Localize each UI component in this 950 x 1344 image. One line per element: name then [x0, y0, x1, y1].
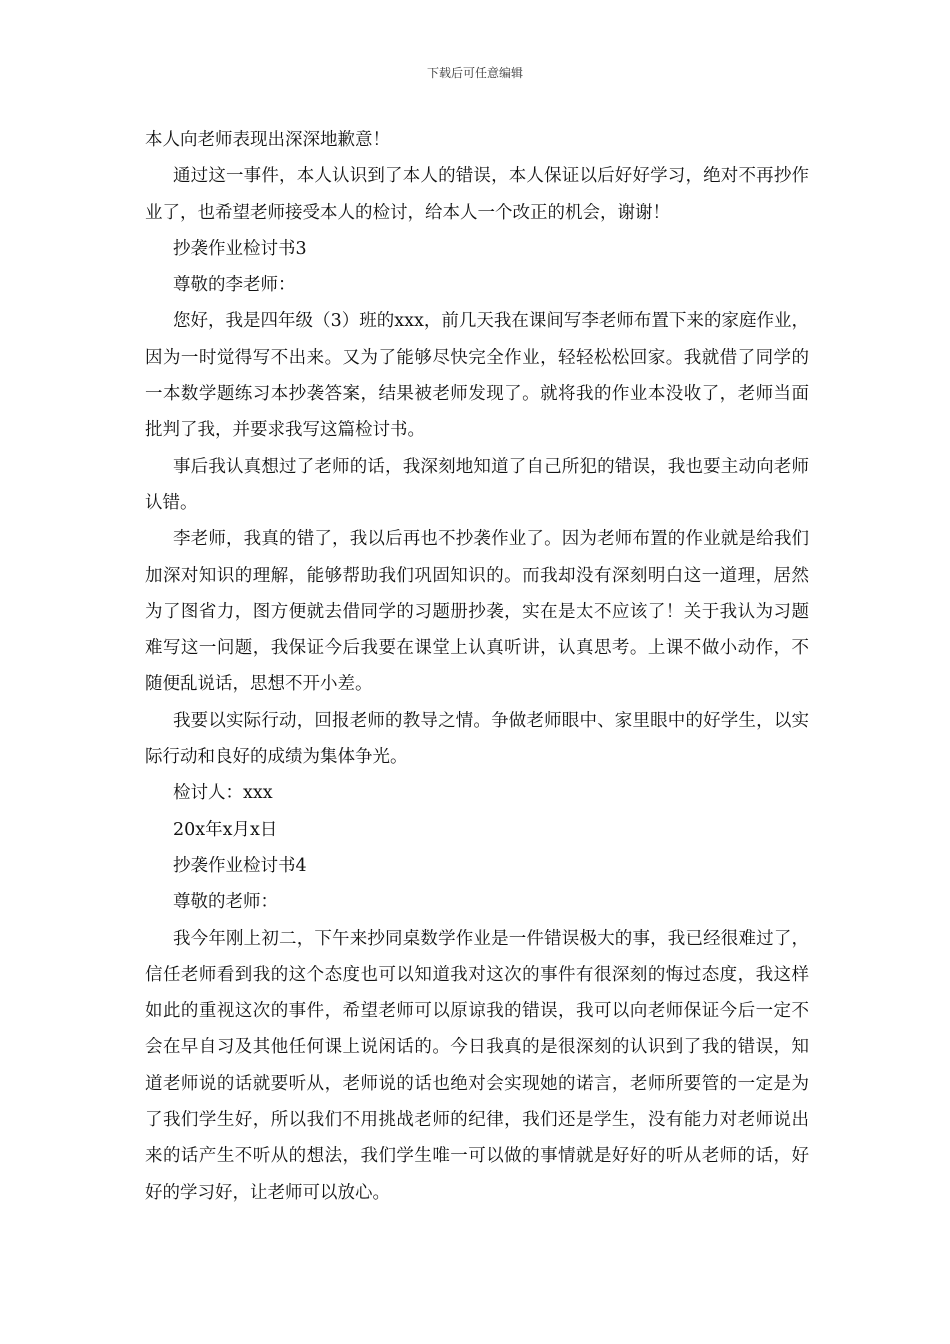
signature-line: 检讨人：xxx	[173, 783, 273, 804]
paragraph: 事后我认真想过了老师的话，我深刻地知道了自己所犯的错误，我也要主动向老师认错。	[145, 456, 809, 513]
paragraph: 我要以实际行动，回报老师的教导之情。争做老师眼中、家里眼中的好学生，以实际行动和良好的成绩为集体争光。	[145, 710, 809, 768]
section-heading: 抄袭作业检讨书3	[173, 238, 307, 259]
section-heading: 抄袭作业检讨书4	[173, 855, 307, 876]
date-line: 20x年x月x日	[173, 819, 278, 840]
paragraph: 李老师，我真的错了，我以后再也不抄袭作业了。因为老师布置的作业就是给我们加深对知识的理解，能够帮助我们巩固知识的。而我却没有深刻明白这一道理，居然为了图省力，图方便就去借同学的习题册抄袭，实在是太不应该了！关于我认为习题难写这一问题，我保证今后我要在课堂上认真听讲，认真思考。上课不做小动作，不随便乱说话，思想不开小差。	[145, 529, 809, 695]
paragraph: 您好，我是四年级（3）班的xxx，前几天我在课间写李老师布置下来的家庭作业，因为一时觉得写不出来。又为了能够尽快完全作业，轻轻松松回家。我就借了同学的一本数学题练习本抄袭答案，结果被老师发现了。就将我的作业本没收了，老师当面批判了我，并要求我写这篇检讨书。	[145, 311, 809, 441]
paragraph: 本人向老师表现出深深地歉意！	[145, 130, 390, 150]
paragraph: 通过这一事件，本人认识到了本人的错误，本人保证以后好好学习，绝对不再抄作业了，也希望老师接受本人的检讨，给本人一个改正的机会，谢谢！	[145, 166, 809, 223]
salutation: 尊敬的李老师：	[173, 275, 296, 296]
salutation: 尊敬的老师：	[173, 892, 278, 913]
document-body	[145, 122, 809, 1211]
page-header-note: 下载后可任意编辑	[426, 66, 523, 80]
paragraph: 我今年刚上初二，下午来抄同桌数学作业是一件错误极大的事，我已经很难过了，信任老师看到我的这个态度也可以知道我对这次的事件有很深刻的悔过态度，我这样如此的重视这次的事件，希望老师可以原谅我的错误，我可以向老师保证今后一定不会在早自习及其他任何课上说闲话的。今日我真的是很深刻的认识到了我的错误，知道老师说的话就要听从，老师说的话也绝对会实现她的诺言，老师所要管的一定是为了我们学生好，所以我们不用挑战老师的纪律，我们还是学生，没有能力对老师说出来的话产生不听从的想法，我们学生唯一可以做的事情就是好好的听从老师的话，好好的学习好，让老师可以放心。	[145, 928, 809, 1203]
